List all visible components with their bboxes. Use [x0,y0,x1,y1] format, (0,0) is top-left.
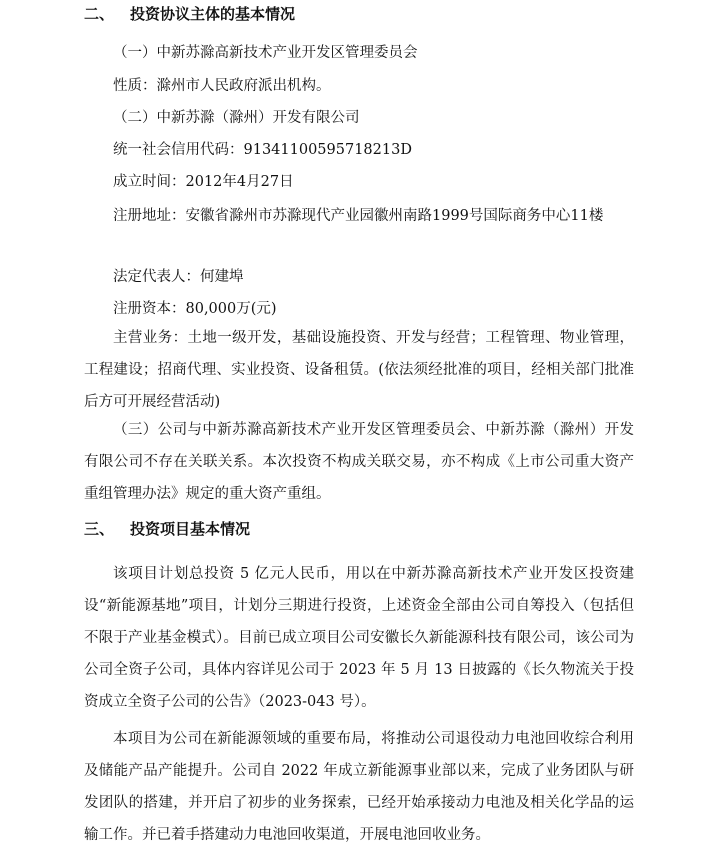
section-heading-2 [84,4,295,24]
party-1-name: （一）中新苏滁高新技术产业开发区管理委员会 [113,45,418,61]
party-1-nature: 性质：滁州市人民政府派出机构。 [113,78,331,94]
party-2-address: 注册地址：安徽省滁州市苏滁现代产业园徽州南路1999号国际商务中心11楼 [113,208,604,224]
relation-note: （三）公司与中新苏滁高新技术产业开发区管理委员会、中新苏滁（滁州）开发有限公司不存在关联关系。本次投资不构成关联交易，亦不构成《上市公司重大资产重组管理办法》规定的重大资产重组。 [84,422,634,502]
section-number: 三、 [84,520,115,538]
section-heading-3 [84,519,250,539]
party-2-business: 主营业务：土地一级开发，基础设施投资、开发与经营；工程管理、物业管理，工程建设；招商代理、实业投资、设备租赁。(依法须经批准的项目，经相关部门批准后方可开展经营活动) [84,330,634,410]
party-2-capital: 注册资本：80,000万(元) [113,301,277,317]
party-2-credit-code: 统一社会信用代码：91341100595718213D [113,142,412,158]
party-2-founded: 成立时间：2012年4月27日 [113,174,294,190]
section-title: 投资协议主体的基本情况 [130,5,296,23]
project-paragraph-2: 本项目为公司在新能源领域的重要布局，将推动公司退役动力电池回收综合利用及储能产品产能提升。公司自 2022 年成立新能源事业部以来，完成了业务团队与研发团队的搭建，并开启了初步的业务探索，已经开始承接动力电池及相关化学品的运输工作。并已着手搭建动力电池回收渠道，开展电池回收业务。 [84,731,634,843]
section-number: 二、 [84,5,115,23]
party-2-legal-rep: 法定代表人：何建埠 [113,269,244,285]
project-paragraph-1: 该项目计划总投资 5 亿元人民币，用以在中新苏滁高新技术产业开发区投资建设“新能源基地”项目，计划分三期进行投资，上述资金全部由公司自筹投入（包括但不限于产业基金模式）。目前已成立项目公司安徽长久新能源科技有限公司，该公司为公司全资子公司，具体内容详见公司于 2023 年 5 月 13 日披露的《长久物流关于投资成立全资子公司的公告》（2023-043 号）。 [84,566,634,710]
party-2-name: （二）中新苏滁（滁州）开发有限公司 [113,110,360,126]
section-title: 投资项目基本情况 [130,520,251,538]
